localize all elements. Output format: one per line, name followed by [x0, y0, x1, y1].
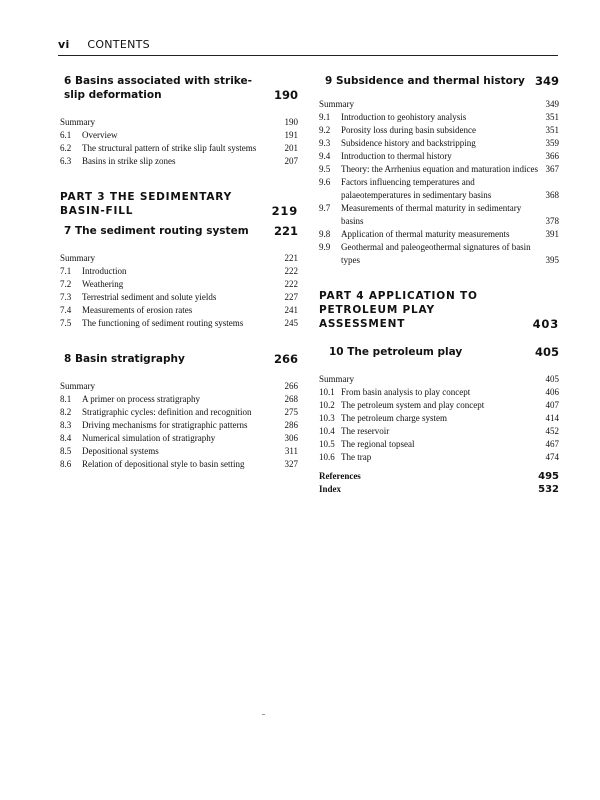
toc-entry-number: 7.4	[60, 305, 72, 315]
toc-entry	[319, 399, 559, 412]
toc-entry	[60, 380, 298, 393]
toc-entry-page: 191	[284, 130, 298, 140]
toc-entry-title: Relation of depositional style to basin setting	[82, 459, 245, 469]
toc-entry-number: 9.8	[319, 229, 331, 239]
chapter-10-entries	[319, 373, 559, 464]
toc-entry-title: Summary	[319, 374, 354, 384]
toc-entry	[60, 142, 298, 155]
toc-entry-title: From basin analysis to play concept	[341, 387, 471, 397]
toc-entry-page: 407	[545, 400, 559, 410]
toc-entry-page: 207	[284, 156, 298, 166]
toc-entry-number: 10.3	[319, 413, 335, 423]
toc-entry-title: Overview	[82, 130, 118, 140]
toc-entry	[60, 304, 298, 317]
toc-entry-number: 8.5	[60, 446, 72, 456]
toc-entry	[319, 425, 559, 438]
toc-entry	[60, 419, 298, 432]
toc-entry	[319, 373, 559, 386]
toc-entry-number: 10.6	[319, 452, 335, 462]
chapter-8-entries	[60, 380, 298, 471]
toc-entry	[319, 111, 559, 124]
toc-entry-number: 9.9	[319, 242, 331, 252]
toc-entry-title: Theory: the Arrhenius equation and maturation indices	[341, 164, 538, 174]
toc-entry-page: 474	[545, 452, 559, 462]
toc-entry-title: Basins in strike slip zones	[82, 156, 176, 166]
toc-entry-title: The petroleum system and play concept	[341, 400, 485, 410]
toc-entry-page: 414	[545, 413, 559, 423]
toc-entry	[60, 406, 298, 419]
toc-entry-page: 351	[545, 125, 559, 135]
toc-entry-title: The functioning of sediment routing systems	[82, 318, 244, 328]
toc-entry-page: 405	[545, 374, 559, 384]
toc-entry-page: 222	[284, 266, 298, 276]
toc-entry-title: Terrestrial sediment and solute yields	[82, 292, 217, 302]
part-4-heading: PART 4 APPLICATION TO PETROLEUM PLAY ASSESSMENT 403	[319, 290, 559, 331]
toc-entry-title: Factors influencing temperatures and palaeotemperatures in sedimentary basins	[341, 177, 492, 200]
chapter-8-heading: 8 Basin stratigraphy 266	[64, 352, 298, 366]
toc-entry	[319, 176, 559, 202]
chapter-9-heading: 9 Subsidence and thermal history 349	[325, 74, 559, 88]
toc-entry-page: 391	[545, 229, 559, 239]
page-number: vi	[58, 38, 70, 51]
toc-entry-number: 7.5	[60, 318, 72, 328]
toc-entry-page: 201	[284, 143, 298, 153]
toc-entry-page: 406	[545, 387, 559, 397]
toc-entry-page: 268	[284, 394, 298, 404]
toc-entry-number: 6.1	[60, 130, 72, 140]
toc-entry-number: 8.3	[60, 420, 72, 430]
toc-entry-number: 6.2	[60, 143, 72, 153]
toc-entry	[319, 386, 559, 399]
part-3-heading: PART 3 THE SEDIMENTARY BASIN-FILL 219	[60, 191, 298, 218]
toc-entry-title: Numerical simulation of stratigraphy	[82, 433, 216, 443]
toc-entry-number: 7.3	[60, 292, 72, 302]
toc-entry-title: Porosity loss during basin subsidence	[341, 125, 476, 135]
right-column	[319, 74, 559, 496]
toc-entry	[60, 432, 298, 445]
toc-entry	[60, 458, 298, 471]
toc-entry-number: 8.4	[60, 433, 72, 443]
toc-entry-title: Introduction to thermal history	[341, 151, 452, 161]
toc-entry-page: 190	[284, 117, 298, 127]
toc-entry-page: 366	[545, 151, 559, 161]
chapter-9-entries	[319, 98, 559, 267]
toc-entry	[319, 163, 559, 176]
toc-entry-title: Weathering	[82, 279, 124, 289]
toc-entry-title: Measurements of thermal maturity in sedimentary basins	[341, 203, 522, 226]
toc-entry-title: Subsidence history and backstripping	[341, 138, 476, 148]
toc-entry-number: 7.1	[60, 266, 72, 276]
toc-entry-title: Depositional systems	[82, 446, 159, 456]
toc-entry-page: 349	[545, 99, 559, 109]
header-rule	[58, 55, 558, 56]
toc-entry-number: 9.4	[319, 151, 331, 161]
toc-entry	[60, 129, 298, 142]
toc-entry	[319, 228, 559, 241]
toc-entry	[60, 265, 298, 278]
chapter-7-entries	[60, 252, 298, 330]
page-speck	[262, 714, 265, 715]
toc-entry-title: The reservoir	[341, 426, 390, 436]
running-header	[58, 38, 558, 54]
toc-entry-page: 367	[545, 164, 559, 174]
toc-entry-page: 245	[284, 318, 298, 328]
toc-entry	[60, 317, 298, 330]
toc-entry	[319, 124, 559, 137]
toc-entry	[60, 116, 298, 129]
toc-entry	[319, 451, 559, 464]
toc-entry-title: Summary	[60, 381, 95, 391]
toc-entry-title: The trap	[341, 452, 372, 462]
toc-entry-number: 10.5	[319, 439, 335, 449]
toc-entry-number: 9.6	[319, 177, 331, 187]
toc-entry-number: 9.3	[319, 138, 331, 148]
toc-entry-title: Application of thermal maturity measurements	[341, 229, 510, 239]
references-entry: References 495	[319, 471, 559, 482]
toc-entry-page: 266	[284, 381, 298, 391]
chapter-6-entries	[60, 116, 298, 168]
toc-entry-title: Summary	[319, 99, 354, 109]
index-entry: Index 532	[319, 484, 559, 495]
toc-entry-number: 8.1	[60, 394, 72, 404]
toc-entry	[60, 252, 298, 265]
chapter-6-heading: 6 Basins associated with strike-slip deformation 190	[64, 75, 298, 102]
left-column	[60, 74, 298, 471]
toc-entry-number: 8.2	[60, 407, 72, 417]
toc-entry-title: Summary	[60, 117, 95, 127]
toc-entry	[319, 202, 559, 228]
toc-entry-page: 311	[284, 446, 298, 456]
toc-entry-page: 286	[284, 420, 298, 430]
toc-entry-number: 10.4	[319, 426, 335, 436]
toc-entry-page: 351	[545, 112, 559, 122]
toc-entry	[319, 241, 559, 267]
toc-entry-number: 9.1	[319, 112, 331, 122]
toc-entry-number: 6.3	[60, 156, 72, 166]
toc-entry-page: 395	[545, 255, 559, 265]
toc-entry-number: 9.7	[319, 203, 331, 213]
toc-entry-title: The petroleum charge system	[341, 413, 448, 423]
toc-entry	[319, 438, 559, 451]
toc-entry-number: 9.2	[319, 125, 331, 135]
toc-entry-title: Driving mechanisms for stratigraphic patterns	[82, 420, 248, 430]
toc-entry-page: 221	[284, 253, 298, 263]
toc-entry-title: The regional topseal	[341, 439, 415, 449]
toc-entry-title: Measurements of erosion rates	[82, 305, 193, 315]
toc-entry-number: 10.1	[319, 387, 335, 397]
toc-entry-number: 10.2	[319, 400, 335, 410]
toc-entry	[60, 278, 298, 291]
toc-entry-number: 7.2	[60, 279, 72, 289]
toc-entry-page: 222	[284, 279, 298, 289]
toc-entry-page: 368	[545, 190, 559, 200]
toc-entry-page: 378	[545, 216, 559, 226]
toc-entry-page: 306	[284, 433, 298, 443]
toc-entry	[60, 291, 298, 304]
toc-entry-title: Summary	[60, 253, 95, 263]
toc-entry	[60, 393, 298, 406]
toc-entry-page: 227	[284, 292, 298, 302]
chapter-7-heading: 7 The sediment routing system 221	[64, 224, 298, 238]
toc-entry-page: 467	[545, 439, 559, 449]
toc-entry-title: Introduction to geohistory analysis	[341, 112, 467, 122]
toc-entry-number: 9.5	[319, 164, 331, 174]
toc-entry	[60, 155, 298, 168]
running-title: CONTENTS	[87, 38, 150, 51]
toc-entry-page: 327	[284, 459, 298, 469]
toc-entry-page: 359	[545, 138, 559, 148]
toc-entry-page: 275	[284, 407, 298, 417]
toc-entry	[319, 412, 559, 425]
toc-entry-page: 452	[545, 426, 559, 436]
toc-entry-page: 241	[284, 305, 298, 315]
toc-entry	[319, 150, 559, 163]
chapter-10-heading: 10 The petroleum play 405	[329, 345, 559, 359]
toc-entry-title: Introduction	[82, 266, 127, 276]
toc-entry-title: A primer on process stratigraphy	[82, 394, 200, 404]
toc-entry	[319, 137, 559, 150]
toc-entry-title: Geothermal and paleogeothermal signatures of basin types	[341, 242, 531, 265]
toc-entry-title: The structural pattern of strike slip fault systems	[82, 143, 257, 153]
toc-entry	[60, 445, 298, 458]
toc-entry-number: 8.6	[60, 459, 72, 469]
toc-entry-title: Stratigraphic cycles: definition and recognition	[82, 407, 252, 417]
toc-entry	[319, 98, 559, 111]
